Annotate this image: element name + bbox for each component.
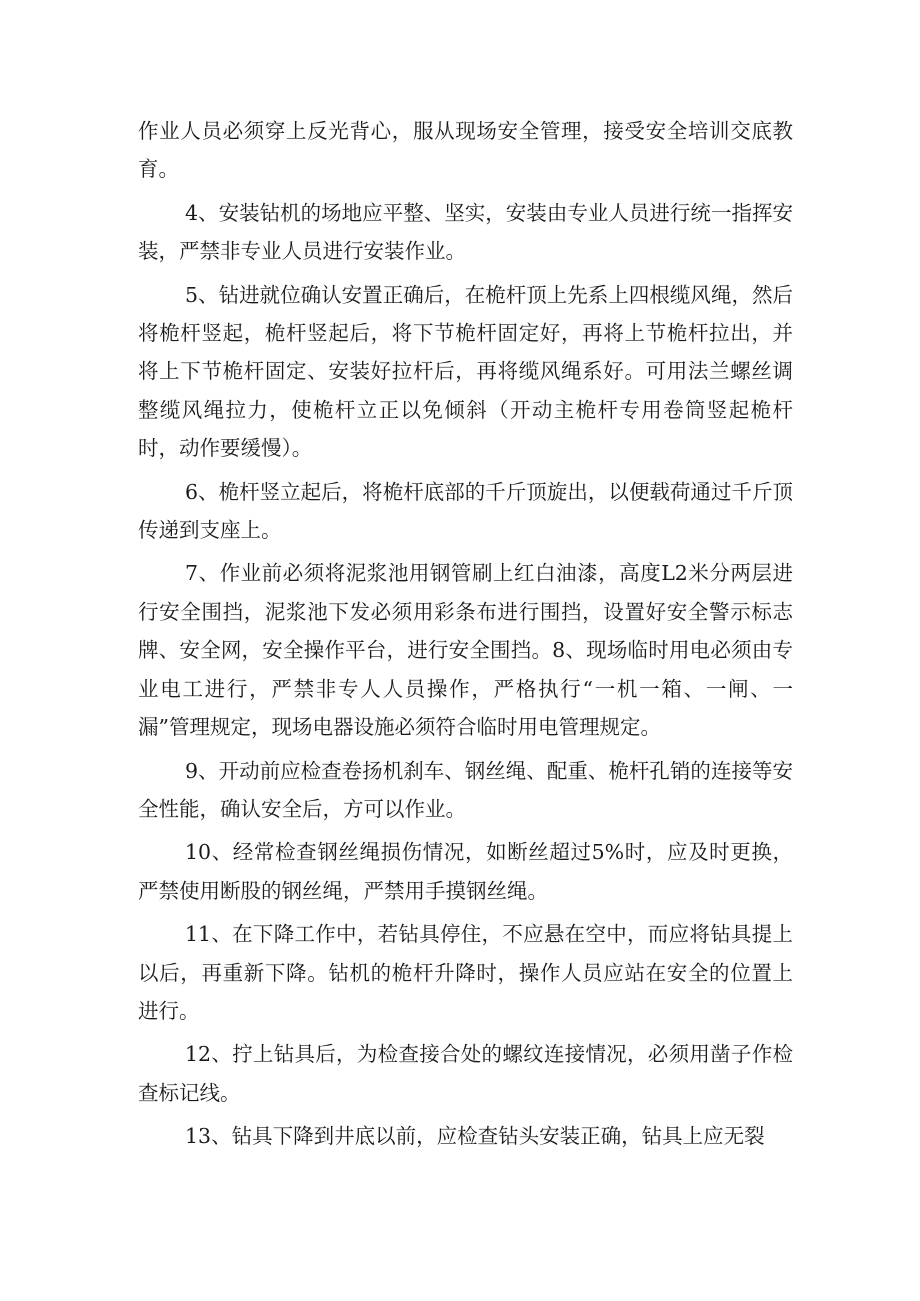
paragraph-item-13: 13、钻具下降到井底以前，应检查钻头安装正确，钻具上应无裂	[185, 1124, 765, 1149]
paragraph-item-5: 5、钻进就位确认安置正确后，在桅杆顶上先系上四根缆风绳，然后将桅杆竖起，桅杆竖起后，将下节桅杆固定好，再将上节桅杆拉出，并将上下节桅杆固定、安装好拉杆后，再将缆风绳系好。可用法兰螺丝调整缆风绳拉力，使桅杆立正以免倾斜（开动主桅杆专用卷筒竖起桅杆时，动作要缓慢）。	[138, 282, 793, 461]
paragraph-item-10: 10、经常检查钢丝绳损伤情况，如断丝超过5%时，应及时更换，严禁使用断股的钢丝绳，严禁用手摸钢丝绳。	[138, 840, 793, 903]
paragraph-item-9: 9、开动前应检查卷扬机刹车、钢丝绳、配重、桅杆孔销的连接等安全性能，确认安全后，方可以作业。	[138, 758, 793, 821]
paragraph-item-7-8: 7、作业前必须将泥浆池用钢管刷上红白油漆，高度L2米分两层进行安全围挡，泥浆池下发必须用彩条布进行围挡，设置好安全警示标志牌、安全网，安全操作平台，进行安全围挡。8、现场临时用电必须由专业电工进行，严禁非专人人员操作，严格执行“一机一箱、一闸、一漏”管理规定，现场电器设施必须符合临时用电管理规定。	[138, 561, 793, 740]
paragraph-continuation: 作业人员必须穿上反光背心，服从现场安全管理，接受安全培训交底教育。	[138, 119, 793, 182]
paragraph-item-4: 4、安装钻机的场地应平整、坚实，安装由专业人员进行统一指挥安装，严禁非专业人员进行安装作业。	[138, 200, 793, 264]
paragraph-item-6: 6、桅杆竖立起后，将桅杆底部的千斤顶旋出，以便载荷通过千斤顶传递到支座上。	[138, 479, 793, 543]
paragraph-item-11: 11、在下降工作中，若钻具停住，不应悬在空中，而应将钻具提上以后，再重新下降。钻机的桅杆升降时，操作人员应站在安全的位置上进行。	[138, 922, 793, 1023]
paragraph-item-12: 12、拧上钻具后，为检查接合处的螺纹连接情况，必须用凿子作检查标记线。	[138, 1042, 793, 1105]
document-body	[138, 112, 793, 1161]
